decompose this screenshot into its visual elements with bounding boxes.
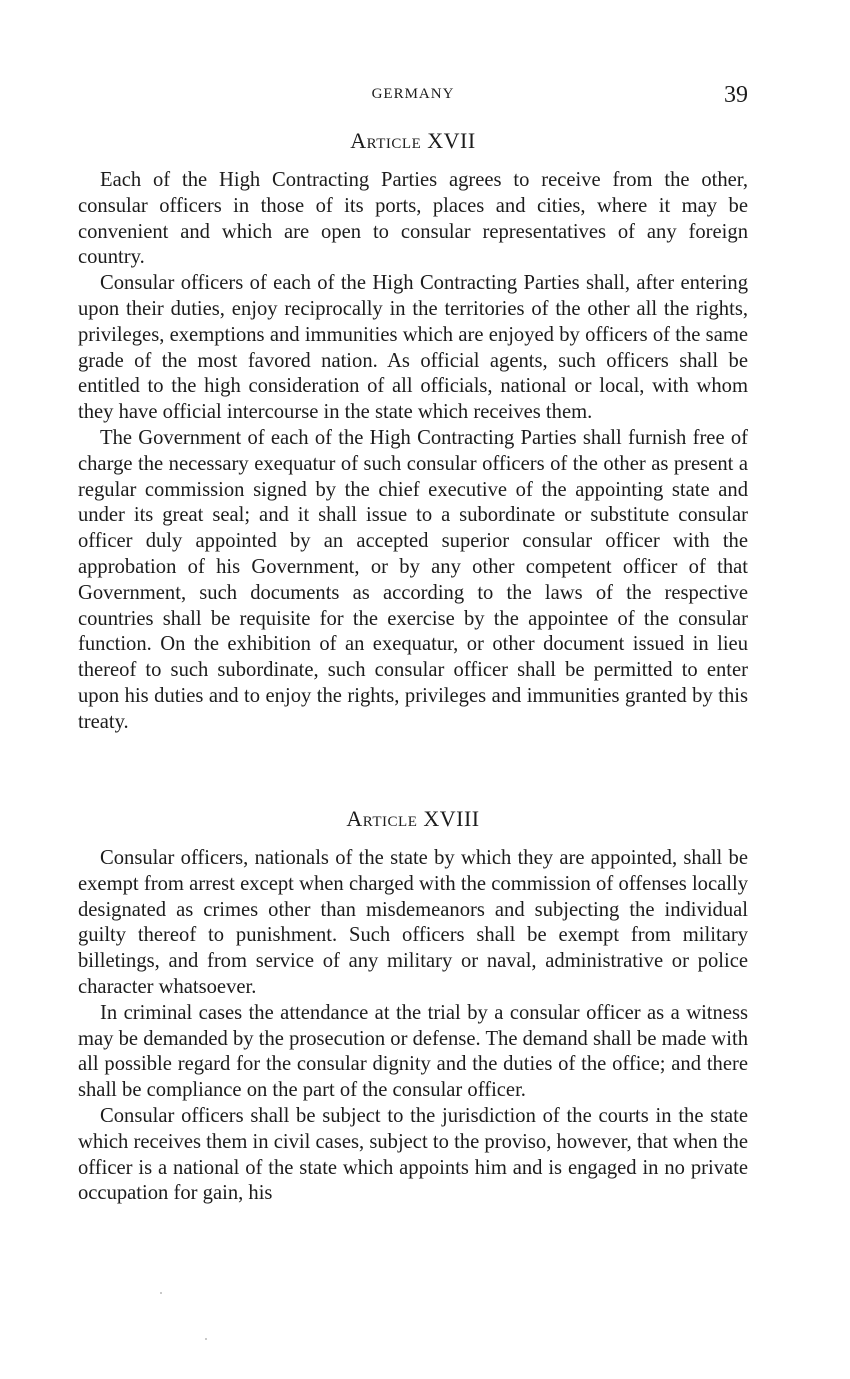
scan-speck (160, 1292, 162, 1294)
paragraph: The Government of each of the High Contracting Parties shall furnish free of charge the necessary exequatur of such consular officers of the other as present a regular commission signed by the chief executive of the appointing state and under its great seal; and it shall issue to a subordinate or substitute consular officer duly appointed by an accepted superior consular officer with the approbation of his Government, or by any other competent officer of that Government, such documents as according to the laws of the respective countries shall be requisite for the exercise by the appointee of the consular function. On the exhibition of an exequatur, or other document issued in lieu thereof to such subordinate, such consular officer shall be permitted to enter upon his duties and to enjoy the rights, privileges and immunities granted by this treaty. (78, 426, 748, 733)
article-heading-xvii: Article XVII (350, 128, 476, 153)
page-number: 39 (724, 82, 748, 108)
article-xviii-body (78, 846, 748, 1207)
paragraph: Each of the High Contracting Parties agrees to receive from the other, consular officers in those of its ports, places and cities, where it may be convenient and which are open to consular representatives of any foreign country. (78, 169, 748, 269)
paragraph: In criminal cases the attendance at the trial by a consular officer as a witness may be demanded by the prosecution or defense. The demand shall be made with all possible regard for the consular dignity and the duties of the office; and there shall be compliance on the part of the consular officer. (78, 1001, 748, 1102)
paragraph: Consular officers, nationals of the state by which they are appointed, shall be exempt from arrest except when charged with the commission of offenses locally designated as crimes other than misdemeanors and subjecting the individual guilty thereof to punishment. Such officers shall be exempt from military billetings, and from service of any military or naval, administrative or police character whatsoever. (78, 847, 748, 998)
running-title: GERMANY (371, 86, 455, 102)
article-heading-xviii: Article XVIII (346, 806, 480, 831)
scan-speck (205, 1338, 207, 1340)
article-xvii-body (78, 168, 748, 736)
running-head (78, 84, 748, 110)
paragraph: Consular officers shall be subject to the jurisdiction of the courts in the state which receives them in civil cases, subject to the proviso, however, that when the officer is a national of the state which appoints him and is engaged in no private occupation for gain, his (78, 1104, 748, 1205)
paragraph: Consular officers of each of the High Contracting Parties shall, after entering upon their duties, enjoy reciprocally in the territories of the other all the rights, privileges, exemptions and immunities which are enjoyed by officers of the same grade of the most favored nation. As official agents, such officers shall be entitled to the high consideration of all officials, national or local, with whom they have official intercourse in the state which receives them. (78, 272, 748, 424)
